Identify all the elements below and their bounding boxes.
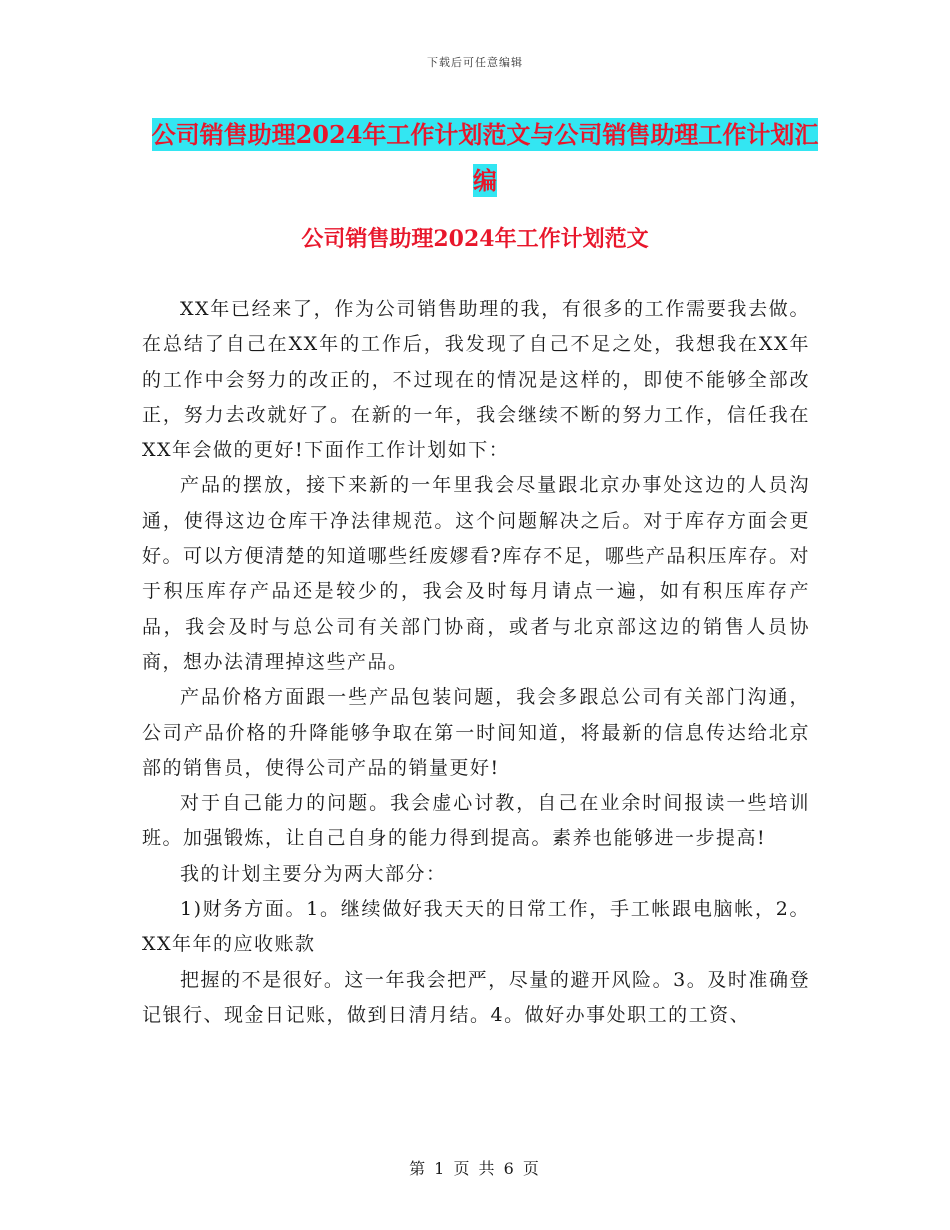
document-title [145, 112, 825, 204]
paragraph: 把握的不是很好。这一年我会把严，尽量的避开风险。3。及时准确登记银行、现金日记账，做到日清月结。4。做好办事处职工的工资、 [142, 968, 810, 1026]
page-number: 第 1 页 共 6 页 [409, 1159, 541, 1178]
paragraph: XX年已经来了，作为公司销售助理的我，有很多的工作需要我去做。在总结了自己在XX年的工作后，我发现了自己不足之处，我想我在XX年的工作中会努力的改正的，不过现在的情况是这样的，即使不能够全部改正，努力去改就好了。在新的一年，我会继续不断的努力工作，信任我在XX年会做的更好!下面作工作计划如下： [142, 298, 810, 462]
paragraph: 1)财务方面。1。继续做好我天天的日常工作，手工帐跟电脑帐，2。XX年年的应收账款 [142, 898, 810, 956]
section-heading: 公司销售助理2024年工作计划范文 [301, 226, 649, 252]
paragraph: 对于自己能力的问题。我会虚心讨教，自己在业余时间报读一些培训班。加强锻炼，让自己自身的能力得到提高。素养也能够进一步提高! [142, 792, 810, 850]
document-body [142, 292, 810, 1033]
paragraph: 产品的摆放，接下来新的一年里我会尽量跟北京办事处这边的人员沟通，使得这边仓库干净法律规范。这个问题解决之后。对于库存方面会更好。可以方便清楚的知道哪些纴废嫪看?库存不足，哪些产品积压库存。对于积压库存产品还是较少的，我会及时每月请点一遍，如有积压库存产品，我会及时与总公司有关部门协商，或者与北京部这边的销售人员协商，想办法清理掉这些产品。 [142, 474, 810, 673]
page-header-note: 下载后可任意编辑 [427, 56, 523, 69]
document-title-text: 公司销售助理2024年工作计划范文与公司销售助理工作计划汇编 [151, 120, 819, 195]
paragraph: 产品价格方面跟一些产品包装问题，我会多跟总公司有关部门沟通，公司产品价格的升降能够争取在第一时间知道，将最新的信息传达给北京部的销售员，使得公司产品的销量更好! [142, 686, 810, 779]
paragraph: 我的计划主要分为两大部分： [180, 862, 447, 885]
